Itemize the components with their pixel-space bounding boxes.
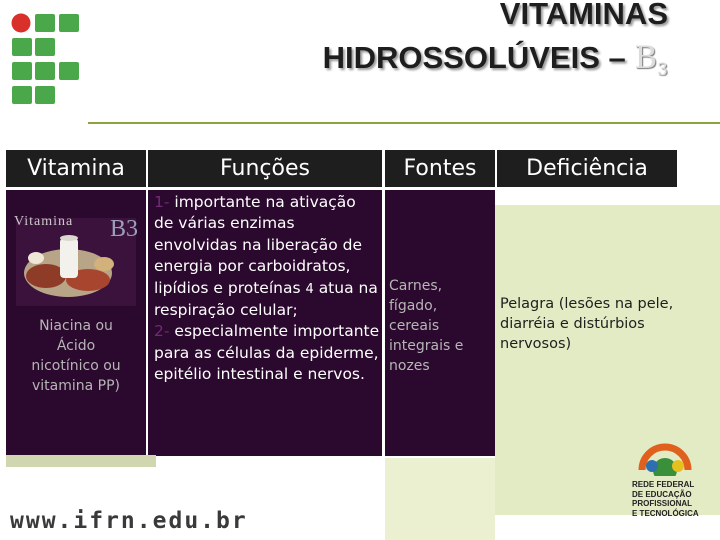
cell-fontes [385, 190, 495, 456]
title-divider [88, 122, 720, 124]
header-fontes: Fontes [385, 150, 495, 187]
list-bullet-icon: 4 [305, 281, 314, 297]
cell-vitamina [6, 190, 146, 456]
footer-url: www.ifrn.edu.br [10, 508, 248, 534]
title-line-1: VITAMINAS [499, 0, 668, 31]
item-1-number: 1- [154, 193, 170, 211]
item-1-text-b: atua na respiração celular; [154, 278, 378, 320]
background-decoration [385, 458, 495, 540]
vitamin-names: Niacina ou Ácido nicotínico ou vitamina PP) [31, 318, 121, 394]
rede-text: REDE FEDERAL DE EDUCAÇÃO PROFISSIONAL E TECNOLÓGICA [632, 480, 699, 518]
header-funcoes: Funções [148, 150, 382, 187]
b3-mark: $B_3$ [634, 40, 668, 81]
item-2-text: especialmente importante para as células da epiderme, epitélio intestinal e nervos. [154, 322, 380, 384]
title-line-2: HIDROSSOLÚVEIS – $B_3$ [322, 40, 668, 81]
image-label-b3: B3 [110, 216, 139, 242]
background-decoration [6, 455, 156, 467]
ifrn-logo [10, 12, 86, 112]
rede-federal-logo [632, 430, 704, 518]
header-vitamina: Vitamina [6, 150, 146, 187]
logo-red-circle [12, 14, 31, 33]
fontes-text: Carnes, fígado, cereais integrais e nozes [389, 278, 464, 374]
image-label-vitamina: Vitamina [14, 214, 74, 229]
rede-emblem-icon [632, 430, 698, 476]
cell-funcoes [148, 190, 382, 456]
deficiencia-text: Pelagra (lesões na pele, diarréia e distúrbios nervosos) [500, 296, 674, 352]
item-2-number: 2- [154, 322, 170, 341]
slide-title [323, 0, 668, 92]
item-1-text: importante na ativação de várias enzimas envolvidas na liberação de energia por carboidratos, lipídios e proteínas [154, 193, 363, 297]
header-deficiencia: Deficiência [497, 150, 677, 187]
funcoes-text [154, 192, 380, 386]
